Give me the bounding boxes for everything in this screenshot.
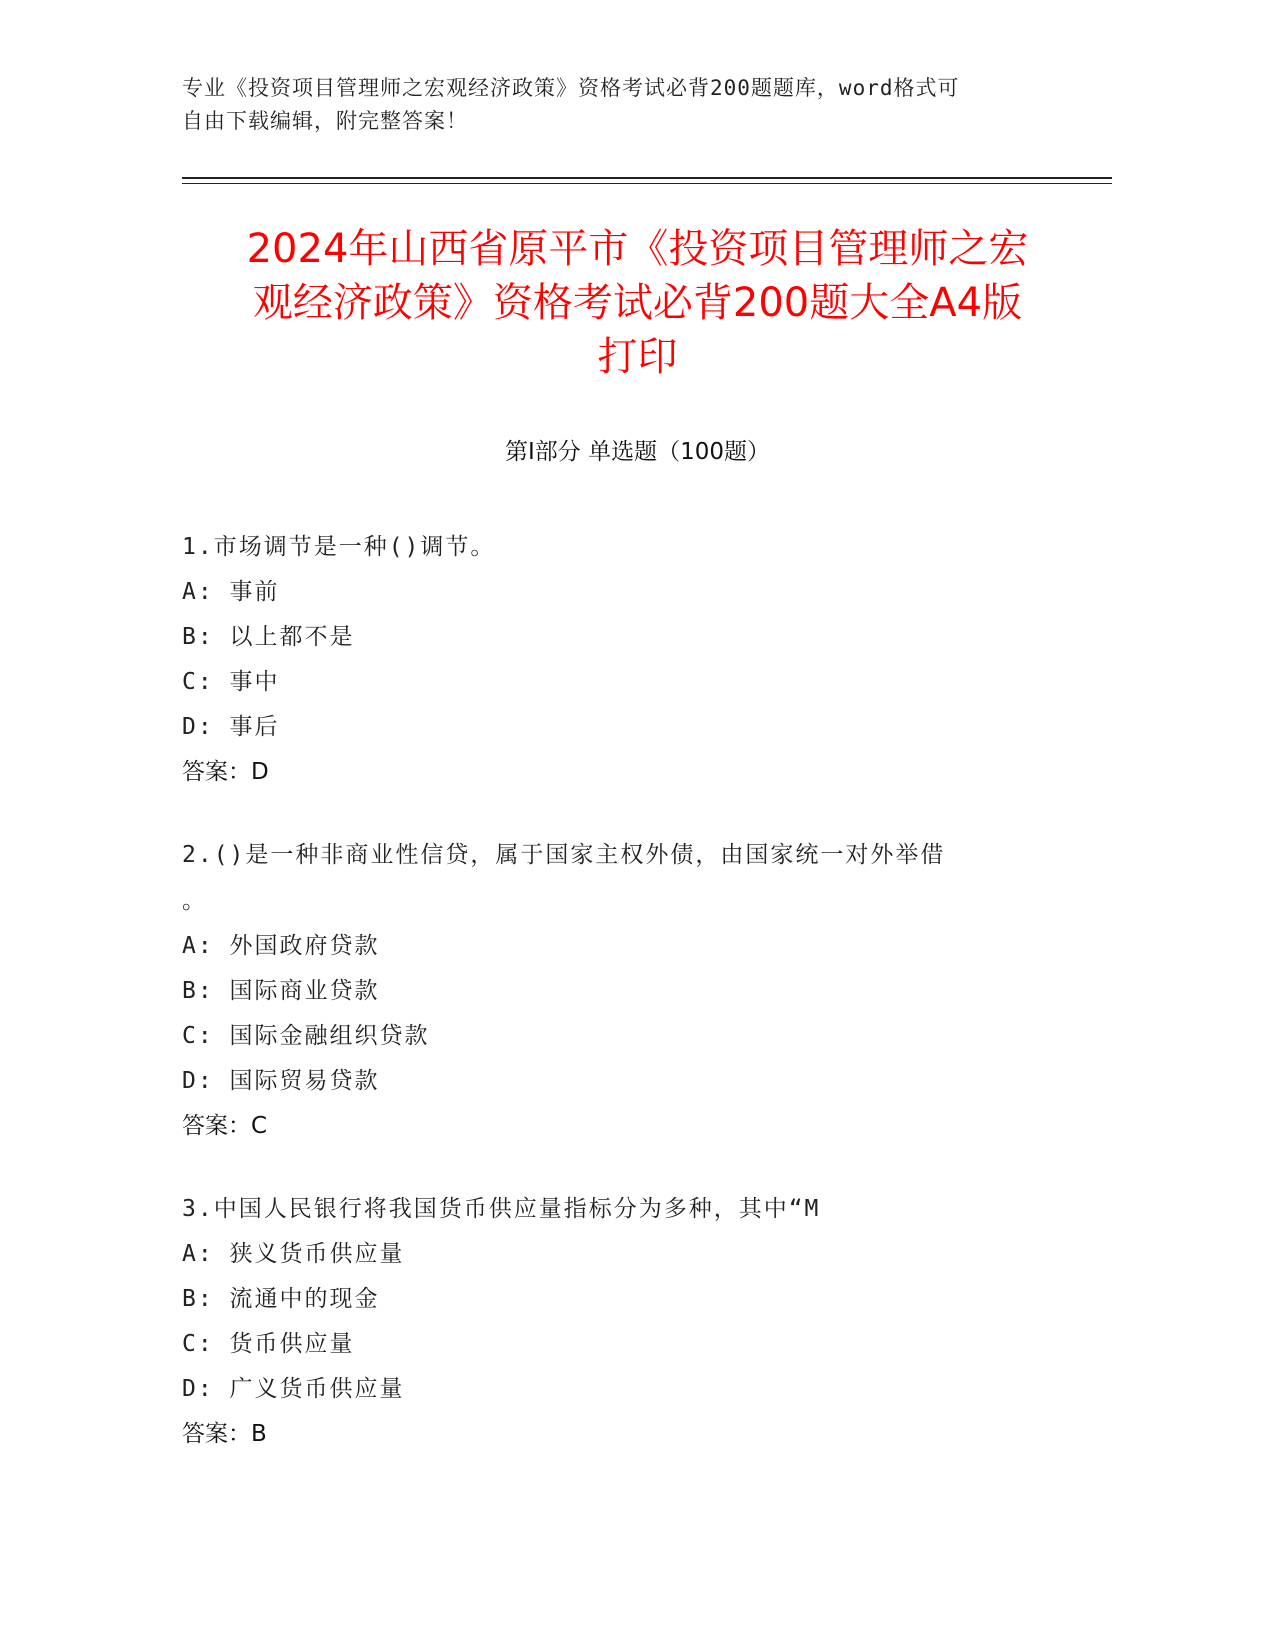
option-a: A: 狭义货币供应量 bbox=[182, 1241, 405, 1267]
document-title-line-3: 打印 bbox=[597, 334, 678, 380]
header-divider-thin bbox=[182, 183, 1112, 184]
option-c: C: 货币供应量 bbox=[182, 1331, 355, 1357]
option-a: A: 外国政府贷款 bbox=[182, 933, 380, 959]
document-title-line-2: 观经济政策》资格考试必背200题大全A4版 bbox=[252, 280, 1023, 326]
option-b: B: 流通中的现金 bbox=[182, 1286, 380, 1312]
answer: 答案：C bbox=[182, 1113, 268, 1139]
question-2 bbox=[182, 832, 1062, 1149]
answer: 答案：D bbox=[182, 759, 269, 785]
question-stem: 1.市场调节是一种()调节。 bbox=[182, 534, 496, 560]
header-note bbox=[182, 72, 1062, 138]
answer: 答案：B bbox=[182, 1421, 267, 1447]
header-note-line-1: 专业《投资项目管理师之宏观经济政策》资格考试必背200题题库，word格式可 bbox=[182, 76, 960, 100]
option-b: B: 国际商业贷款 bbox=[182, 978, 380, 1004]
question-1 bbox=[182, 524, 1062, 795]
question-stem-continuation: 。 bbox=[182, 888, 207, 914]
document-title-line-1: 2024年山西省原平市《投资项目管理师之宏 bbox=[246, 226, 1029, 272]
option-c: C: 国际金融组织贷款 bbox=[182, 1023, 430, 1049]
document-title bbox=[150, 222, 1125, 384]
option-b: B: 以上都不是 bbox=[182, 624, 355, 650]
section-heading: 第Ⅰ部分 单选题（100题） bbox=[505, 439, 770, 465]
option-d: D: 国际贸易贷款 bbox=[182, 1068, 380, 1094]
option-c: C: 事中 bbox=[182, 669, 280, 695]
question-3 bbox=[182, 1186, 1062, 1457]
header-divider-thick bbox=[182, 177, 1112, 179]
option-d: D: 事后 bbox=[182, 714, 280, 740]
question-stem: 2.()是一种非商业性信贷，属于国家主权外债，由国家统一对外举借 bbox=[182, 842, 946, 868]
question-stem: 3.中国人民银行将我国货币供应量指标分为多种，其中“M bbox=[182, 1196, 821, 1222]
option-a: A: 事前 bbox=[182, 579, 280, 605]
option-d: D: 广义货币供应量 bbox=[182, 1376, 405, 1402]
header-note-line-2: 自由下载编辑，附完整答案！ bbox=[182, 109, 468, 133]
